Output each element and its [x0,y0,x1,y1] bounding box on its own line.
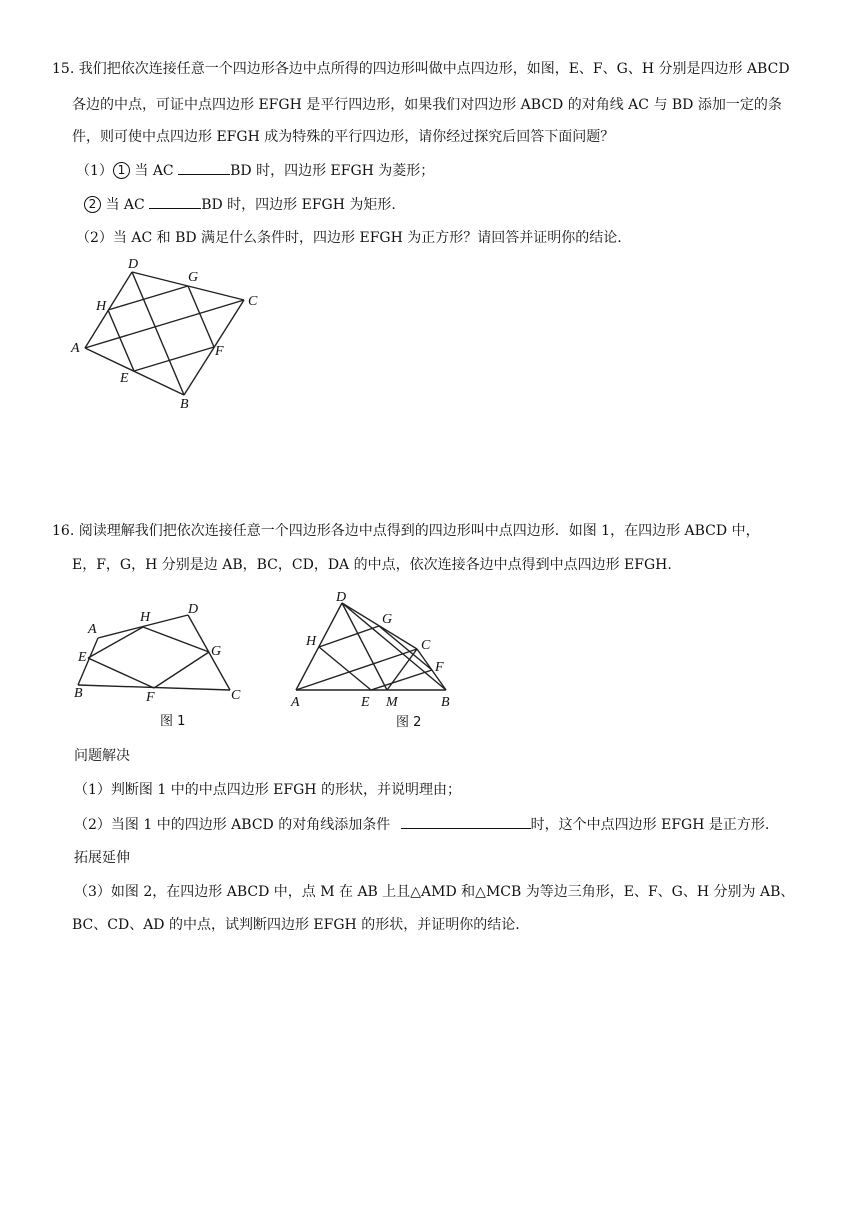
q16-part3-line-1: （3）如图 2，在四边形 ABCD 中，点 M 在 AB 上且△AMD 和△MCB 为等边三角形，E、F、G、H 分别为 AB、 [74,884,795,900]
q15-part2-after: BD 时，四边形 EFGH 为矩形. [201,197,396,213]
q16-part2 [74,814,769,835]
side-fe [371,670,432,690]
side-fe [88,658,154,688]
q16-figure-1 [68,595,258,735]
figure-1-caption: 图 1 [160,714,186,729]
q16-heading-extension: 拓展延伸 [74,850,130,866]
q16-part3-line-2: BC、CD、AD 的中点，试判断四边形 EFGH 的形状，并证明你的结论. [72,917,520,933]
diagonal-db [342,603,446,690]
q15-part1-b [84,194,396,215]
q16-part2-before: （2）当图 1 中的四边形 ABCD 的对角线添加条件 [74,817,391,833]
q16-heading-problem: 问题解决 [74,748,130,764]
q15-part1-after: BD 时，四边形 EFGH 为菱形； [230,163,435,179]
q16-number: 16. [52,523,75,539]
q15-text-1: 我们把依次连接任意一个四边形各边中点所得的四边形叫做中点四边形，如图，E、F、G、H 分别是四边形 ABCD [78,61,790,77]
label-a: A [71,341,80,356]
label-c: C [421,638,431,653]
q16-line-1 [52,521,760,541]
label-b: B [180,397,189,412]
label-d: D [188,602,199,617]
q15-figure-parallelogram [66,255,266,415]
q15-number: 15. [52,61,75,77]
label-c: C [231,688,241,703]
label-f: F [215,344,224,359]
label-b: B [441,695,450,710]
diagonal-ac [85,300,244,348]
circled-number-1: 1 [113,162,130,179]
q15-line-3: 件，则可使中点四边形 EFGH 成为特殊的平行四边形，请你经过探究后回答下面问题？ [72,129,615,145]
answer-blank-3[interactable] [401,814,531,829]
label-a: A [88,622,97,637]
label-g: G [188,270,199,285]
label-e: E [361,695,370,710]
side-gf [154,652,209,688]
label-d: D [336,590,347,605]
side-fg [188,286,214,347]
label-h: H [96,299,107,314]
label-e: E [78,650,87,665]
label-g: G [382,612,393,627]
q15-line-1 [52,59,790,79]
label-g: G [211,644,222,659]
answer-blank-1[interactable] [178,160,230,175]
side-hg [143,627,209,652]
q15-part2: （2）当 AC 和 BD 满足什么条件时，四边形 EFGH 为正方形？请回答并证明你的结论. [76,230,622,246]
label-m: M [386,695,398,710]
q16-text-1: 阅读理解我们把依次连接任意一个四边形各边中点得到的四边形叫中点四边形．如图 1，在四边形 ABCD 中， [78,523,760,539]
label-b: B [74,686,83,701]
label-f: F [146,690,155,705]
q16-line-2: E，F，G，H 分别是边 AB，BC，CD，DA 的中点，依次连接各边中点得到中点四边形 EFGH. [72,557,672,573]
answer-blank-2[interactable] [149,194,201,209]
label-a: A [291,695,300,710]
label-f: F [435,660,444,675]
circled-number-2: 2 [84,196,101,213]
q15-part1-a [76,160,434,181]
q15-part1-before: 当 AC [134,163,174,179]
label-h: H [306,634,317,649]
q16-part1: （1）判断图 1 中的中点四边形 EFGH 的形状，并说明理由； [74,782,461,798]
label-e: E [120,371,129,386]
label-h: H [140,610,151,625]
label-d: D [128,257,139,272]
q15-line-2: 各边的中点，可证中点四边形 EFGH 是平行四边形，如果我们对四边形 ABCD 的对角线 AC 与 BD 添加一定的条 [72,97,782,113]
side-gh [108,286,188,310]
q15-part1-prefix: （1） [76,163,113,179]
diagonal-bd [132,272,184,395]
q16-figure-2 [284,585,464,735]
label-c: C [248,294,258,309]
side-eh [319,647,371,690]
q16-part2-after: 时，这个中点四边形 EFGH 是正方形. [530,817,770,833]
figure-2-caption: 图 2 [396,715,422,730]
q15-part2-before: 当 AC [105,197,145,213]
